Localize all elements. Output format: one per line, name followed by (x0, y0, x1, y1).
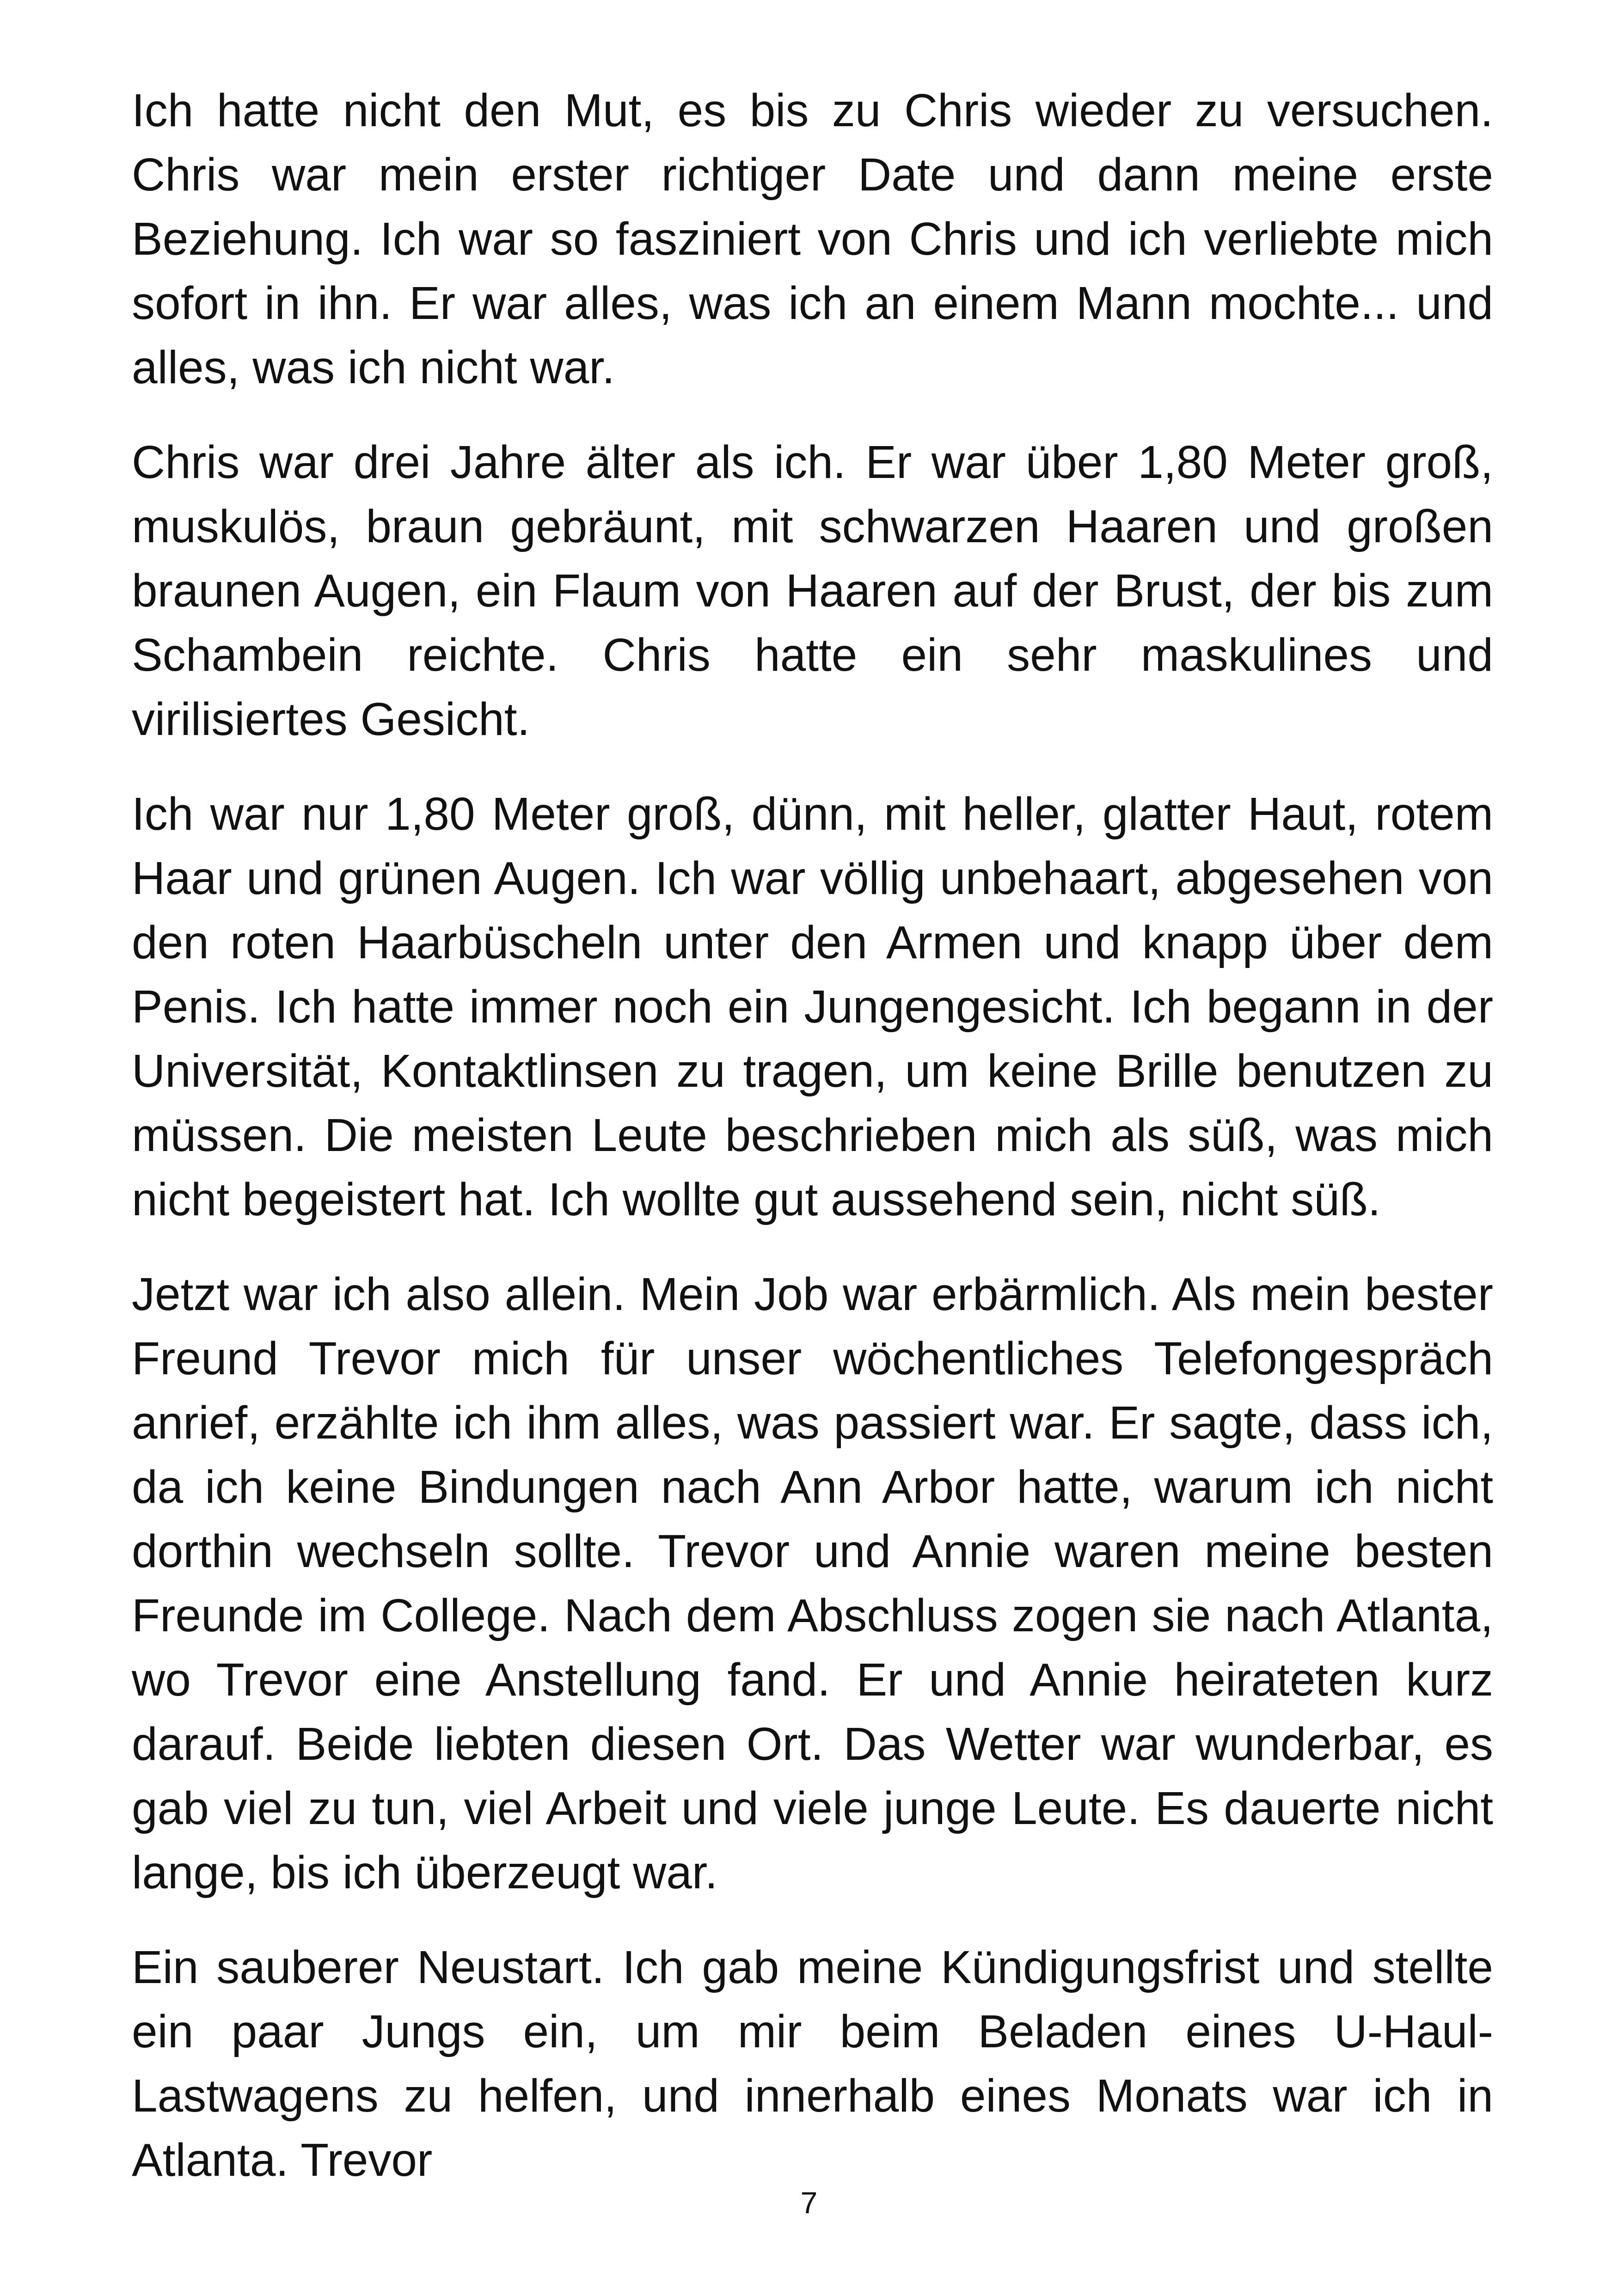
paragraph: Jetzt war ich also allein. Mein Job war erbärmlich. Als mein bester Freund Trevor mich für unser wöchentliches Telefongespräch anrief, erzählte ich ihm alles, was passiert war. Er sagte, dass ich, da ich keine Bindungen nach Ann Arbor hatte, warum ich nicht dorthin wechseln sollte. Trevor und Annie waren meine besten Freunde im College. Nach dem Abschluss zogen sie nach Atlanta, wo Trevor eine Anstellung fand. Er und Annie heirateten kurz darauf. Beide liebten diesen Ort. Das Wetter war wunderbar, es gab viel zu tun, viel Arbeit und viele junge Leute. Es dauerte nicht lange, bis ich überzeugt war. (132, 1268, 1493, 1898)
paragraph: Ein sauberer Neustart. Ich gab meine Kündigungsfrist und stellte ein paar Jungs ein, um mir beim Beladen eines U-Haul-Lastwagens zu helfen, und innerhalb eines Monats war ich in Atlanta. Trevor (132, 1941, 1493, 2186)
paragraph: Chris war drei Jahre älter als ich. Er war über 1,80 Meter groß, muskulös, braun gebräunt, mit schwarzen Haaren und großen braunen Augen, ein Flaum von Haaren auf der Brust, der bis zum Schambein reichte. Chris hatte ein sehr maskulines und virilisiertes Gesicht. (132, 436, 1493, 745)
paragraph: Ich war nur 1,80 Meter groß, dünn, mit heller, glatter Haut, rotem Haar und grünen Augen. Ich war völlig unbehaart, abgesehen von den roten Haarbüscheln unter den Armen und knapp über dem Penis. Ich hatte immer noch ein Jungengesicht. Ich begann in der Universität, Kontaktlinsen zu tragen, um keine Brille benutzen zu müssen. Die meisten Leute beschrieben mich als süß, was mich nicht begeistert hat. Ich wollte gut aussehend sein, nicht süß. (132, 788, 1493, 1225)
body-text (132, 79, 1493, 2192)
page-number: 7 (800, 2186, 818, 2220)
paragraph: Ich hatte nicht den Mut, es bis zu Chris wieder zu versuchen. Chris war mein erster richtiger Date und dann meine erste Beziehung. Ich war so fasziniert von Chris und ich verliebte mich sofort in ihn. Er war alles, was ich an einem Mann mochte... und alles, was ich nicht war. (132, 85, 1493, 393)
